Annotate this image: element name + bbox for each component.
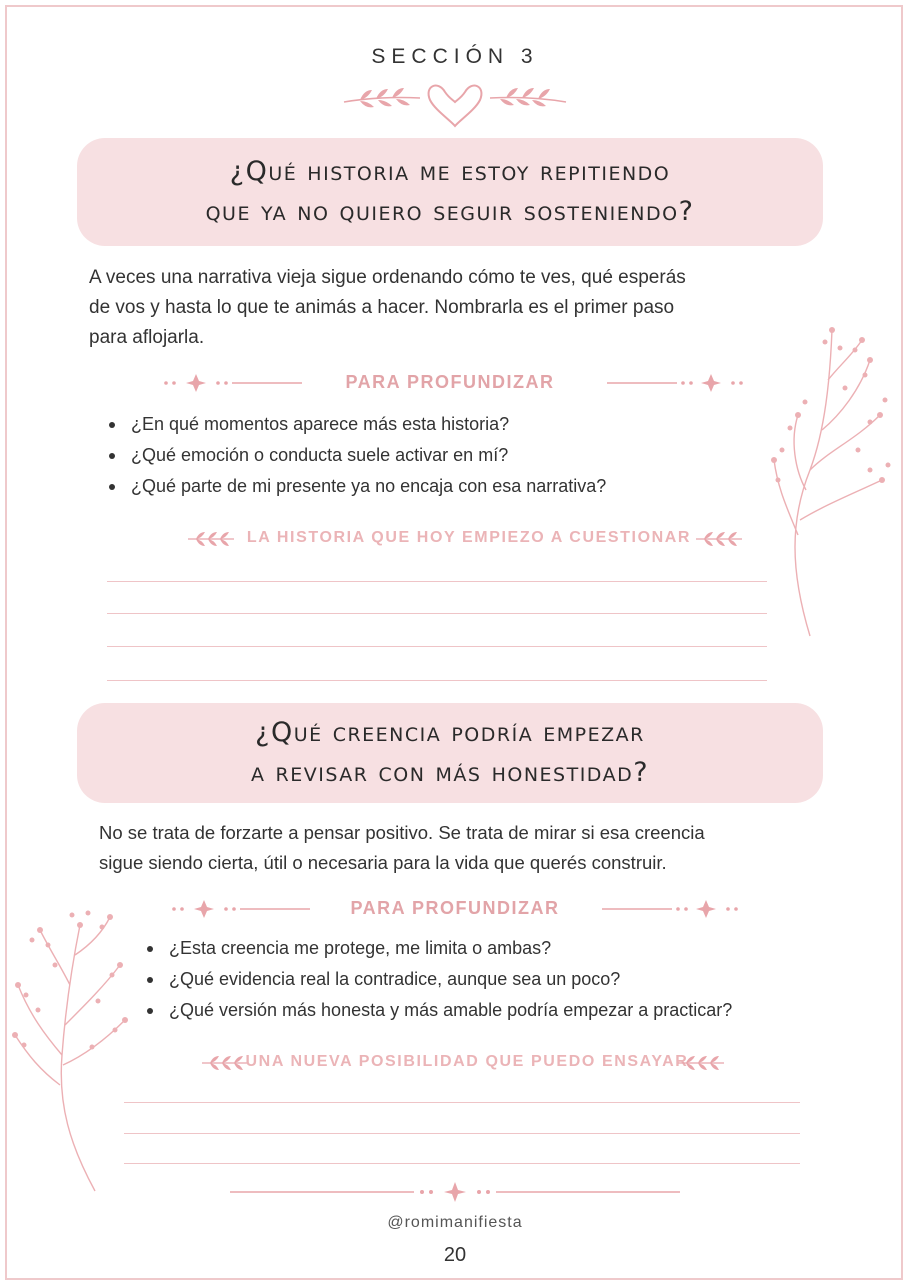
author-handle: @romimanifiesta (387, 1214, 523, 1231)
floral-branch-icon (770, 320, 895, 640)
question-title-line: a revisar con más honestidad? (250, 757, 650, 788)
question-title-box (77, 138, 823, 246)
intro-line: sigue siendo cierta, útil o necesaria para la vida que querés construir. (99, 852, 667, 873)
writing-prompt-label: UNA NUEVA POSIBILIDAD QUE PUEDO ENSAYAR (245, 1053, 689, 1070)
section-label: SECCIÓN 3 (371, 45, 539, 68)
question-title-line: ¿Qué creencia podría empezar (255, 717, 645, 748)
leaf-sprig-icon (676, 1054, 726, 1072)
question-title-line: ¿Qué historia me estoy repitiendo (229, 156, 671, 187)
intro-line: de vos y hasta lo que te animás a hacer. Nombrarla es el primer paso (89, 297, 675, 318)
list-item: ¿Qué emoción o conducta suele activar en mí? (107, 440, 606, 471)
heart-with-branches-icon (340, 78, 570, 130)
writing-line[interactable] (124, 1102, 800, 1103)
sparkle-divider-icon (600, 898, 745, 920)
writing-prompt-label: LA HISTORIA QUE HOY EMPIEZO A CUESTIONAR (246, 529, 692, 546)
subheading-para-profundizar: PARA PROFUNDIZAR (350, 898, 560, 918)
intro-line: para aflojarla. (89, 327, 205, 348)
intro-paragraph (99, 818, 819, 878)
writing-line[interactable] (107, 680, 767, 681)
reflection-questions-list (145, 933, 732, 1026)
list-item: ¿Esta creencia me protege, me limita o ambas? (145, 933, 732, 964)
sparkle-divider-icon (228, 1180, 682, 1204)
writing-line[interactable] (124, 1133, 800, 1134)
writing-line[interactable] (107, 613, 767, 614)
list-item: ¿Qué versión más honesta y más amable podría empezar a practicar? (145, 995, 732, 1026)
writing-line[interactable] (107, 581, 767, 582)
leaf-sprig-icon (694, 530, 744, 548)
page-number: 20 (443, 1244, 467, 1266)
intro-line: No se trata de forzarte a pensar positivo. Se trata de mirar si esa creencia (99, 822, 705, 843)
reflection-questions-list (107, 409, 606, 502)
list-item: ¿Qué parte de mi presente ya no encaja con esa narrativa? (107, 471, 606, 502)
list-item: ¿Qué evidencia real la contradice, aunque sea un poco? (145, 964, 732, 995)
writing-line[interactable] (107, 646, 767, 647)
writing-line[interactable] (124, 1163, 800, 1164)
question-title-box (77, 703, 823, 803)
subheading-para-profundizar: PARA PROFUNDIZAR (345, 372, 555, 392)
intro-line: A veces una narrativa vieja sigue ordenando cómo te ves, qué esperás (89, 267, 686, 288)
floral-branch-icon (10, 905, 135, 1195)
sparkle-divider-icon (605, 372, 750, 394)
question-title-line: que ya no quiero seguir sosteniendo? (205, 196, 695, 227)
intro-paragraph (89, 263, 789, 353)
list-item: ¿En qué momentos aparece más esta historia? (107, 409, 606, 440)
